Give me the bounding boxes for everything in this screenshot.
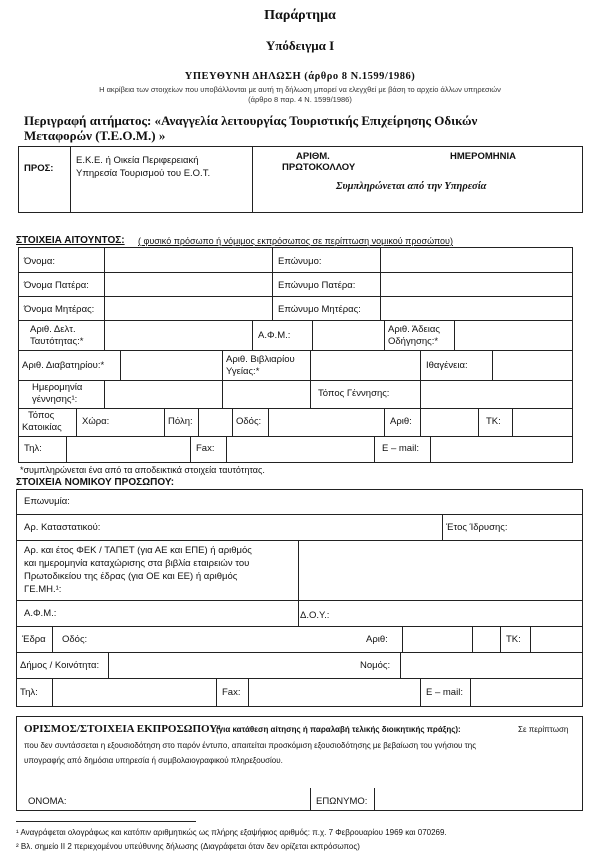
street-label: Οδός: xyxy=(236,416,262,427)
representative-title-note: (για κατάθεση αίτησης ή παραλαβή τελικής διοικητικής πράξης): xyxy=(216,725,461,734)
template-subtitle: Υπόδειγμα Ι xyxy=(265,38,335,53)
footnote-1: ¹ Αναγράφεται ολογράφως και κατόπιν αριθμητικώς ως πλήρης εξαψήφιος αριθμός: π.χ. 7 Φεβρουαρίου 1969 και 070269. xyxy=(16,828,447,837)
representative-text-line-1: Σε περίπτωση xyxy=(518,725,569,734)
declaration-title: ΥΠΕΥΘΥΝΗ ΔΗΛΩΣΗ (άρθρο 8 Ν.1599/1986) xyxy=(184,71,416,82)
service-fill-note: Συμπληρώνεται από την Υπηρεσία xyxy=(336,181,487,192)
company-name-label: Επωνυμία: xyxy=(24,496,70,507)
street-number-label: Αριθ: xyxy=(390,416,412,427)
tax-office-label: Δ.Ο.Υ.: xyxy=(300,610,330,621)
request-description-line-1: Περιγραφή αιτήματος: «Αναγγελία λειτουργίας Τουριστικής Επιχείρησης Οδικών xyxy=(24,113,478,128)
protocol-number-label-2: ΠΡΩΤΟΚΟΛΛΟΥ xyxy=(282,162,356,173)
residence-label: Τόπος xyxy=(28,410,55,421)
identity-footnote: *συμπληρώνεται ένα από τα αποδεικτικά στοιχεία ταυτότητας. xyxy=(20,465,265,475)
founding-year-label: Έτος Ίδρυσης: xyxy=(446,522,508,533)
applicant-afm-label: Α.Φ.Μ.: xyxy=(258,330,291,341)
request-description-line-2: Μεταφορών (Τ.Ε.Ο.Μ.) » xyxy=(24,128,166,143)
country-label: Χώρα: xyxy=(82,416,110,427)
company-street-number-label: Αριθ: xyxy=(366,634,388,645)
residence-label-2: Κατοικίας xyxy=(22,422,62,433)
legal-entity-section-title: ΣΤΟΙΧΕΙΑ ΝΟΜΙΚΟΥ ΠΡΟΣΩΠΟΥ: xyxy=(16,477,175,488)
applicant-surname-label: Επώνυμο: xyxy=(278,256,322,267)
municipality-label: Δήμος / Κοινότητα: xyxy=(20,660,100,671)
registry-label-line-2: και ημερομηνία καταχώρισης στα βιβλία εταιρειών του xyxy=(24,558,250,569)
birth-date-label: Ημερομηνία xyxy=(32,382,83,393)
applicant-section-note: ( φυσικό πρόσωπο ή νόμιμος εκπρόσωπος σε περίπτωση νομικού προσώπου) xyxy=(138,236,453,246)
driving-license-label: Αριθ. Άδειας xyxy=(388,324,440,335)
birth-date-label-2: γέννησης¹: xyxy=(32,394,78,405)
applicant-father-surname-label: Επώνυμο Πατέρα: xyxy=(278,280,356,291)
date-label: ΗΜΕΡΟΜΗΝΙΑ xyxy=(450,151,516,162)
representative-name-label: ΟΝΟΜΑ: xyxy=(28,796,67,807)
representative-text-line-3: υπογραφής από δημόσια υπηρεσία ή συμβολαιογραφικού πληρεξουσίου. xyxy=(24,756,283,765)
driving-license-label-2: Οδήγησης:* xyxy=(388,336,439,347)
registry-label-line-3: Πρωτοδικείου της έδρας (για ΟΕ και ΕΕ) ή αριθμός xyxy=(24,571,238,582)
city-label: Πόλη: xyxy=(168,416,193,427)
applicant-mother-surname-label: Επώνυμο Μητέρας: xyxy=(278,304,361,315)
company-afm-label: Α.Φ.Μ.: xyxy=(24,608,57,619)
postcode-label: ΤΚ: xyxy=(486,416,501,427)
registry-label-line-4: ΓΕ.ΜΗ.¹: xyxy=(24,584,62,595)
birth-place-label: Τόπος Γέννησης: xyxy=(318,388,390,399)
id-card-label: Αριθ. Δελτ. xyxy=(30,324,76,335)
company-street-label: Οδός: xyxy=(62,634,88,645)
footnote-divider xyxy=(16,821,196,822)
health-booklet-label: Αριθ. Βιβλιαρίου xyxy=(226,354,295,365)
recipient-label: ΠΡΟΣ: xyxy=(24,163,54,174)
applicant-section-title: ΣΤΟΙΧΕΙΑ ΑΙΤΟΥΝΤΟΣ: xyxy=(16,235,125,246)
applicant-father-name-label: Όνομα Πατέρα: xyxy=(24,280,89,291)
seat-label: Έδρα xyxy=(22,634,46,645)
representative-title: ΟΡΙΣΜΟΣ/ΣΤΟΙΧΕΙΑ ΕΚΠΡΟΣΩΠΟΥ² xyxy=(24,723,221,735)
id-card-label-2: Ταυτότητας:* xyxy=(30,336,84,347)
recipient-name-line-1: Ε.Κ.Ε. ή Οικεία Περιφερειακή xyxy=(76,155,199,166)
protocol-number-label: ΑΡΙΘΜ. xyxy=(296,151,330,162)
applicant-mother-name-label: Όνομα Μητέρας: xyxy=(24,304,95,315)
company-fax-label: Fax: xyxy=(222,687,241,698)
health-booklet-label-2: Υγείας:* xyxy=(226,366,260,377)
email-label: E – mail: xyxy=(382,443,419,454)
prefecture-label: Νομός: xyxy=(360,660,391,671)
registry-label-line-1: Αρ. και έτος ΦΕΚ / ΤΑΠΕΤ (για ΑΕ και ΕΠΕ) ή αριθμός xyxy=(24,545,252,556)
footnote-2: ² Βλ. σημείο ΙΙ 2 περιεχομένου υπεύθυνης δήλωσης (Διαγράφεται όταν δεν ορίζεται εκπρόσωπος) xyxy=(16,842,360,851)
company-email-label: E – mail: xyxy=(426,687,463,698)
applicant-name-label: Όνομα: xyxy=(24,256,55,267)
recipient-name-line-2: Υπηρεσία Τουρισμού του Ε.Ο.Τ. xyxy=(76,168,211,179)
company-phone-label: Τηλ: xyxy=(20,687,38,698)
passport-label: Αριθ. Διαβατηρίου:* xyxy=(22,360,105,371)
phone-label: Τηλ: xyxy=(24,443,42,454)
fax-label: Fax: xyxy=(196,443,215,454)
company-postcode-label: ΤΚ: xyxy=(506,634,521,645)
declaration-law-reference: (άρθρο 8 παρ. 4 Ν. 1599/1986) xyxy=(248,95,352,104)
declaration-note: Η ακρίβεια των στοιχείων που υποβάλλονται με αυτή τη δήλωση μπορεί να ελεγχθεί με βάση το αρχείο άλλων υπηρεσιών xyxy=(99,85,501,94)
nationality-label: Ιθαγένεια: xyxy=(426,360,468,371)
representative-text-line-2: που δεν συντάσσεται η εξουσιοδότηση στο παρόν έντυπο, απαιτείται προσκόμιση εξουσιοδότησης με βεβαίωση του γνήσιου της xyxy=(24,741,477,750)
statute-number-label: Αρ. Καταστατικού: xyxy=(24,522,101,533)
annex-title: Παράρτημα xyxy=(264,8,336,23)
representative-surname-label: ΕΠΩΝΥΜΟ: xyxy=(316,796,368,807)
